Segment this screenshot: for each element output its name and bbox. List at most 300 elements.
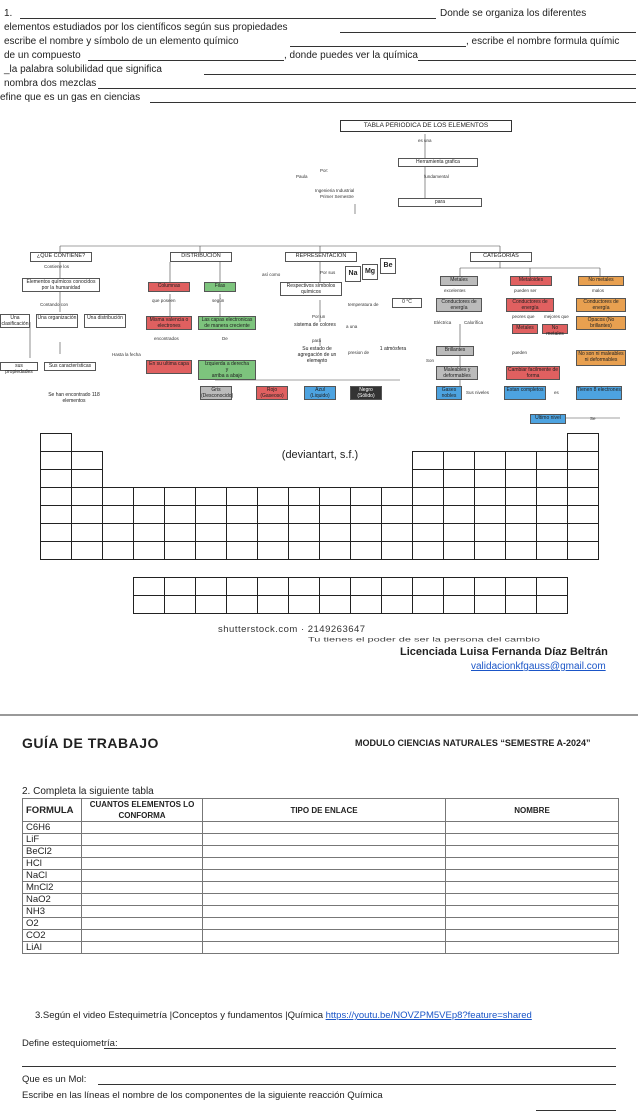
video-question-text: 3.Según el video Estequimetría |Conceptos y fundamentos |Química <box>35 1010 323 1021</box>
name-cell[interactable] <box>446 822 619 834</box>
table-row <box>23 906 619 918</box>
map-node-filas: Filas <box>204 282 236 292</box>
map-title: TABLA PERIODICA DE LOS ELEMENTOS <box>340 120 512 132</box>
map-node-que-contiene: ¿QUE CONTIENE? <box>30 252 92 262</box>
periodic-cell <box>381 577 413 596</box>
map-label: Calorífica <box>464 320 484 325</box>
periodic-cell <box>102 523 134 542</box>
answer-line[interactable] <box>340 32 636 33</box>
guide-title: GUÍA DE TRABAJO <box>22 735 159 751</box>
periodic-cell <box>195 541 227 560</box>
bond-cell[interactable] <box>203 870 446 882</box>
map-node-cond-3: Conductores de energía <box>576 298 626 312</box>
periodic-cell <box>288 541 320 560</box>
periodic-cell <box>350 577 382 596</box>
periodic-cell <box>164 577 196 596</box>
formula-cell: NaO2 <box>23 894 82 906</box>
map-label: (Gaseoso) <box>260 393 284 399</box>
periodic-cell <box>381 505 413 524</box>
map-node-capas: Las capas electronicas de manera creciente <box>198 316 256 330</box>
periodic-cell <box>505 523 537 542</box>
map-node-representacion: REPRESENTACIÓN <box>285 252 357 262</box>
periodic-cell <box>102 487 134 506</box>
map-node-no-metales: No metales <box>578 276 624 286</box>
bond-cell[interactable] <box>203 942 446 954</box>
header-bond: TIPO DE ENLACE <box>203 799 446 822</box>
answer-line[interactable] <box>20 18 436 19</box>
map-label: pueden <box>512 350 528 355</box>
bond-cell[interactable] <box>203 858 446 870</box>
map-label: mejores que <box>544 314 569 319</box>
periodic-cell <box>443 487 475 506</box>
formula-cell: CO2 <box>23 930 82 942</box>
map-node-0c: 0 °C <box>392 298 422 308</box>
answer-line[interactable] <box>22 1066 616 1067</box>
periodic-cell <box>257 523 289 542</box>
module-title: MODULO CIENCIAS NATURALES “SEMESTRE A-2024” <box>355 738 591 748</box>
periodic-cell <box>443 541 475 560</box>
periodic-cell <box>412 577 444 596</box>
map-label: Izquierda a derecha <box>204 361 250 367</box>
periodic-cell <box>536 523 568 542</box>
bond-cell[interactable] <box>203 906 446 918</box>
map-label: es una <box>418 138 432 143</box>
map-label: encontrados <box>154 336 179 341</box>
map-label: Rojo <box>266 387 278 393</box>
answer-line[interactable] <box>88 60 284 61</box>
map-label: Ingenieria Industrial <box>315 188 355 193</box>
periodic-cell <box>40 451 72 470</box>
periodic-cell <box>195 505 227 524</box>
periodic-cell <box>350 595 382 614</box>
bond-cell[interactable] <box>203 834 446 846</box>
periodic-cell <box>164 595 196 614</box>
periodic-cell <box>319 505 351 524</box>
periodic-cell <box>288 577 320 596</box>
reaction-question: Escribe en las líneas el nombre de los componentes de la siguiente reacción Química <box>22 1090 383 1101</box>
map-label: Eléctrica <box>434 320 452 325</box>
define-question: Define estequiometría: <box>22 1038 118 1049</box>
map-label: según <box>212 298 225 303</box>
map-node-no-metales-2: No metales <box>542 324 568 334</box>
map-label: es <box>554 390 559 395</box>
image-caption: (deviantart, s.f.) <box>244 446 396 464</box>
map-label: arriba a abajo <box>211 373 243 379</box>
periodic-cell <box>505 469 537 488</box>
periodic-cell <box>226 523 258 542</box>
map-node-distribucion2: Una distribución <box>84 314 126 328</box>
map-label: temperatura de <box>348 302 379 307</box>
periodic-cell <box>567 469 599 488</box>
periodic-cell <box>443 469 475 488</box>
periodic-cell <box>40 469 72 488</box>
map-node-cambiar: Cambiar facilmente de forma <box>507 367 559 379</box>
map-label: a una <box>346 324 358 329</box>
periodic-cell <box>381 487 413 506</box>
formula-cell: LiF <box>23 834 82 846</box>
periodic-cell <box>567 505 599 524</box>
formula-cell: HCl <box>23 858 82 870</box>
q-mixtures: nombra dos mezclas <box>4 78 97 89</box>
map-label: Por sus <box>320 270 336 275</box>
map-node-simbolos: Respectivos símbolos químicos <box>280 282 342 296</box>
map-node-rojo <box>256 386 288 400</box>
answer-line[interactable] <box>98 88 636 89</box>
periodic-cell <box>474 469 506 488</box>
periodic-cell <box>381 595 413 614</box>
periodic-cell <box>195 523 227 542</box>
q-compound: de un compuesto <box>4 50 81 61</box>
formula-cell: O2 <box>23 918 82 930</box>
q-where: , donde puedes ver la química <box>284 50 418 61</box>
map-node-organizacion: Una organización <box>36 314 78 328</box>
periodic-cell <box>536 577 568 596</box>
periodic-cell <box>288 487 320 506</box>
periodic-cell <box>40 487 72 506</box>
map-label: Por un <box>312 314 326 319</box>
answer-line[interactable] <box>104 1048 616 1049</box>
periodic-cell <box>474 451 506 470</box>
periodic-cell <box>71 523 103 542</box>
map-node-cond-2: Conductores de energía <box>506 298 554 312</box>
map-node-estado: Su estado de agregación de un elemento <box>290 346 344 360</box>
periodic-cell <box>474 541 506 560</box>
periodic-cell <box>381 541 413 560</box>
periodic-cell <box>319 541 351 560</box>
map-node-caracteristicas: Sus características <box>44 362 96 371</box>
periodic-cell <box>40 505 72 524</box>
q1-number: 1. <box>4 8 13 19</box>
map-label: Contando con <box>40 302 69 307</box>
periodic-cell <box>567 433 599 452</box>
teacher-name: Licenciada Luisa Fernanda Díaz Beltrán <box>400 646 608 658</box>
q-soluble: _la palabra solubilidad que significa <box>4 64 162 75</box>
map-label: (Desconocido) <box>201 393 234 399</box>
map-label: excelentes <box>444 288 466 293</box>
answer-line[interactable] <box>418 60 636 61</box>
q-element: escribe el nombre y símbolo de un elemento químico <box>4 36 239 47</box>
map-node-azul <box>304 386 336 400</box>
periodic-cell <box>226 487 258 506</box>
periodic-cell <box>505 487 537 506</box>
formula-cell: C6H6 <box>23 822 82 834</box>
table-row <box>23 858 619 870</box>
periodic-cell <box>350 505 382 524</box>
name-cell[interactable] <box>446 858 619 870</box>
map-label: Negro <box>359 387 373 393</box>
periodic-cell <box>536 469 568 488</box>
periodic-cell <box>412 523 444 542</box>
map-label: peores que <box>512 314 535 319</box>
periodic-cell <box>381 523 413 542</box>
periodic-cell <box>288 505 320 524</box>
elements-cell[interactable] <box>82 894 203 906</box>
video-question <box>35 1010 532 1021</box>
periodic-cell <box>474 577 506 596</box>
periodic-cell <box>71 451 103 470</box>
map-node-colores: sistema de colores <box>290 322 340 334</box>
periodic-cell <box>567 487 599 506</box>
periodic-cell <box>505 451 537 470</box>
map-label: malos <box>592 288 605 293</box>
elements-cell[interactable] <box>82 858 203 870</box>
map-element-na: Na <box>345 266 361 282</box>
periodic-cell <box>71 487 103 506</box>
map-element-mg: Mg <box>362 264 378 280</box>
elements-cell[interactable] <box>82 906 203 918</box>
periodic-cell <box>133 541 165 560</box>
periodic-cell <box>257 577 289 596</box>
map-label: Hasta la fecha <box>112 352 141 357</box>
formula-cell: NaCl <box>23 870 82 882</box>
table-row <box>23 834 619 846</box>
answer-line[interactable] <box>150 102 636 103</box>
periodic-cell <box>40 541 72 560</box>
map-label: Primer Semestre <box>320 194 354 199</box>
map-label: que poseen <box>152 298 176 303</box>
periodic-cell <box>412 505 444 524</box>
bond-cell[interactable] <box>203 894 446 906</box>
periodic-cell <box>412 451 444 470</box>
periodic-cell <box>195 577 227 596</box>
periodic-cell <box>71 469 103 488</box>
map-label: Gris <box>211 387 221 393</box>
concept-map <box>0 118 638 448</box>
formula-cell: LiAl <box>23 942 82 954</box>
video-link[interactable]: https://youtu.be/NOVZPM5VEp8?feature=shared <box>325 1010 532 1021</box>
map-node-ultima-capa: En su ultima capa <box>146 360 192 374</box>
periodic-cell <box>443 523 475 542</box>
answer-line[interactable] <box>536 1110 616 1111</box>
periodic-cell <box>474 595 506 614</box>
map-node-118: Se han encontrado 118 elementos <box>44 392 104 404</box>
periodic-cell <box>226 595 258 614</box>
name-cell[interactable] <box>446 846 619 858</box>
map-element-be: Be <box>380 258 396 274</box>
periodic-cell <box>319 487 351 506</box>
map-label: y <box>225 367 229 373</box>
periodic-cell <box>350 487 382 506</box>
name-cell[interactable] <box>446 882 619 894</box>
periodic-cell <box>536 487 568 506</box>
table-row <box>23 846 619 858</box>
periodic-cell <box>319 523 351 542</box>
bond-cell[interactable] <box>203 846 446 858</box>
map-node-direccion <box>198 360 256 380</box>
periodic-cell <box>443 595 475 614</box>
periodic-cell <box>164 541 196 560</box>
email-link[interactable]: validacionkfgauss@gmail.com <box>471 661 606 672</box>
map-label: Contiene los <box>44 264 70 269</box>
periodic-cell <box>257 541 289 560</box>
periodic-cell <box>164 523 196 542</box>
map-node-categorias: CATEGORIAS <box>470 252 532 262</box>
q1-tail: Donde se organiza los diferentes <box>440 8 587 19</box>
periodic-cell <box>350 523 382 542</box>
periodic-cell <box>257 505 289 524</box>
name-cell[interactable] <box>446 930 619 942</box>
map-label: Paula <box>296 174 308 179</box>
map-node-elementos: Elementos químicos conocidos por la humanidad <box>22 278 100 292</box>
periodic-cell <box>195 595 227 614</box>
periodic-cell <box>412 469 444 488</box>
periodic-cell <box>40 523 72 542</box>
map-label: De <box>222 336 228 341</box>
map-node-columnas: Columnas <box>148 282 190 292</box>
elements-cell[interactable] <box>82 882 203 894</box>
elements-cell[interactable] <box>82 846 203 858</box>
map-node-metales: Metales <box>440 276 478 286</box>
map-label: (Sólido) <box>357 393 375 399</box>
map-node-completos: Estan completos <box>504 386 546 400</box>
map-node-atm: 1 atmósfera <box>378 346 408 358</box>
name-cell[interactable] <box>446 906 619 918</box>
map-node-gases-nobles: Gases nobles <box>436 386 462 400</box>
periodic-cell <box>226 577 258 596</box>
periodic-cell <box>257 595 289 614</box>
map-label: así como <box>262 272 281 277</box>
answer-line[interactable] <box>290 46 466 47</box>
quote-line: Tu tienes el poder de ser la persona del cambio <box>308 636 540 644</box>
stock-watermark: shutterstock.com · 2149263647 <box>218 624 366 635</box>
periodic-cell <box>102 505 134 524</box>
periodic-cell <box>567 523 599 542</box>
header-name: NOMBRE <box>446 799 619 822</box>
elements-cell[interactable] <box>82 822 203 834</box>
map-node-cond-1: Conductores de energía <box>436 298 482 312</box>
elements-cell[interactable] <box>82 870 203 882</box>
name-cell[interactable] <box>446 918 619 930</box>
periodic-cell <box>71 541 103 560</box>
header-elements: CUANTOS ELEMENTOS LO CONFORMA <box>82 799 203 822</box>
periodic-cell <box>226 505 258 524</box>
periodic-cell <box>71 505 103 524</box>
periodic-cell <box>536 451 568 470</box>
table-row <box>23 870 619 882</box>
table-row <box>23 822 619 834</box>
table-row <box>23 882 619 894</box>
periodic-cell <box>350 541 382 560</box>
bond-cell[interactable] <box>203 918 446 930</box>
map-node-brillantes: Brillantes <box>436 346 474 356</box>
periodic-cell <box>412 595 444 614</box>
table-row <box>23 894 619 906</box>
q-gas: efine que es un gas en ciencias <box>0 92 141 103</box>
map-node-valencia: Misma valencia o electrones <box>146 316 192 330</box>
bond-cell[interactable] <box>203 882 446 894</box>
mol-question: Que es un Mol: <box>22 1074 87 1085</box>
periodic-cell <box>133 523 165 542</box>
periodic-cell <box>288 595 320 614</box>
map-node-propiedades: sus propiedades <box>0 362 38 371</box>
q1-line2: elementos estudiados por los científicos según sus propiedades <box>4 22 288 33</box>
q-formula: , escribe el nombre formula químic <box>466 36 620 47</box>
formula-cell: MnCl2 <box>23 882 82 894</box>
periodic-cell <box>474 487 506 506</box>
periodic-cell <box>536 595 568 614</box>
header-formula: FORMULA <box>23 799 82 822</box>
periodic-cell <box>505 577 537 596</box>
map-node-distribucion: DISTRIBUCIÓN <box>170 252 232 262</box>
periodic-cell <box>567 541 599 560</box>
periodic-cell <box>474 523 506 542</box>
compound-table <box>22 798 619 954</box>
periodic-cell <box>195 487 227 506</box>
map-label: Azul <box>315 387 325 393</box>
map-label: Se <box>590 416 596 421</box>
periodic-cell <box>536 541 568 560</box>
periodic-cell <box>133 487 165 506</box>
periodic-cell <box>567 451 599 470</box>
map-node-negro <box>350 386 382 400</box>
map-label: Son <box>426 358 435 363</box>
table-row <box>23 918 619 930</box>
map-node-para: para <box>398 198 482 207</box>
map-node-tienen-8: Tienen 8 electrones <box>576 386 622 400</box>
table-row <box>23 930 619 942</box>
periodic-cell <box>133 505 165 524</box>
answer-line[interactable] <box>98 1084 616 1085</box>
map-node-ultimo-nivel: Ultimo nivel <box>530 414 566 424</box>
periodic-cell <box>257 487 289 506</box>
map-node-opacos: Opacos (No brillantes) <box>576 316 626 330</box>
bond-cell[interactable] <box>203 822 446 834</box>
periodic-cell <box>164 487 196 506</box>
periodic-cell <box>443 451 475 470</box>
table-instruction: 2. Completa la siguiente tabla <box>22 786 154 797</box>
periodic-cell <box>164 505 196 524</box>
answer-line[interactable] <box>204 74 636 75</box>
map-node-gris <box>200 386 232 400</box>
bond-cell[interactable] <box>203 930 446 942</box>
table-row <box>23 942 619 954</box>
map-node-metaloides: Metaloides <box>510 276 552 286</box>
periodic-cell <box>133 595 165 614</box>
periodic-cell <box>443 577 475 596</box>
periodic-cell <box>40 433 72 452</box>
name-cell[interactable] <box>446 834 619 846</box>
map-label: (Liquido) <box>310 393 330 399</box>
periodic-cell <box>412 487 444 506</box>
map-label: pueden ser <box>514 288 537 293</box>
name-cell[interactable] <box>446 942 619 954</box>
periodic-cell <box>102 541 134 560</box>
periodic-cell <box>536 505 568 524</box>
elements-cell[interactable] <box>82 834 203 846</box>
name-cell[interactable] <box>446 870 619 882</box>
map-label: fundamental <box>424 174 449 179</box>
elements-cell[interactable] <box>82 930 203 942</box>
periodic-cell <box>319 595 351 614</box>
elements-cell[interactable] <box>82 942 203 954</box>
map-label: presion de <box>348 350 370 355</box>
map-label: Sus niveles <box>466 390 490 395</box>
name-cell[interactable] <box>446 894 619 906</box>
map-node-clasificacion: Una clasificación <box>1 315 29 327</box>
periodic-cell <box>443 505 475 524</box>
periodic-cell <box>288 523 320 542</box>
formula-cell: NH3 <box>23 906 82 918</box>
periodic-cell <box>505 595 537 614</box>
periodic-cell <box>505 541 537 560</box>
periodic-cell <box>319 577 351 596</box>
periodic-cell <box>474 505 506 524</box>
periodic-cell <box>133 577 165 596</box>
map-node-no-son: No son ni maleables ni deformables <box>576 350 626 366</box>
map-node-metales-2: Metales <box>512 324 538 334</box>
elements-cell[interactable] <box>82 918 203 930</box>
map-node-herramienta: Herramienta grafica <box>398 158 478 167</box>
